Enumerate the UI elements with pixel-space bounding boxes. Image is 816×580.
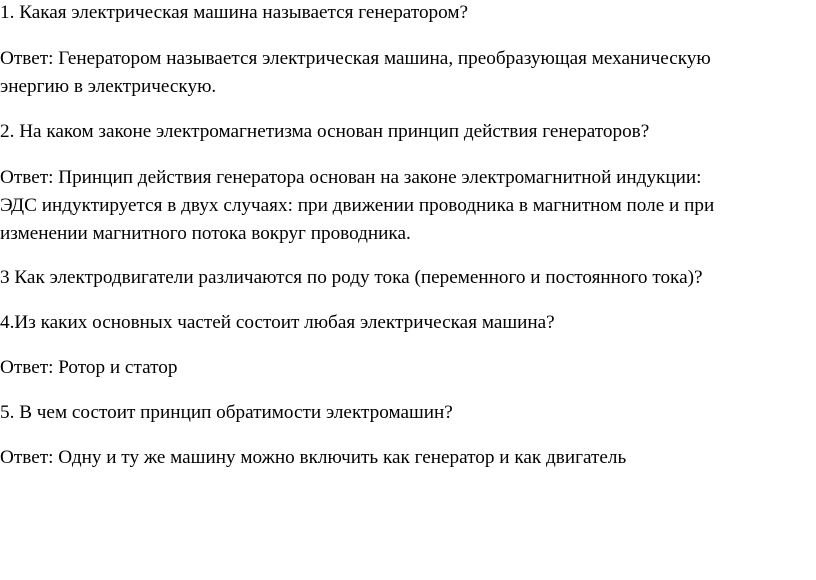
question-4: 4.Из каких основных частей состоит любая электрическая машина? (0, 312, 555, 333)
answer-2-line-1: Ответ: Принцип действия генератора основан на законе электромагнитной индукции: (0, 167, 702, 188)
answer-1-line-2: энергию в электрическую. (0, 76, 217, 97)
question-1: 1. Какая электрическая машина называется генератором? (0, 2, 469, 23)
question-2: 2. На каком законе электромагнетизма основан принцип действия генераторов? (0, 121, 650, 142)
answer-5: Ответ: Одну и ту же машину можно включить как генератор и как двигатель (0, 447, 627, 468)
question-3: 3 Как электродвигатели различаются по роду тока (переменного и постоянного тока)? (0, 267, 703, 288)
answer-2-line-3: изменении магнитного потока вокруг проводника. (0, 223, 411, 244)
answer-4: Ответ: Ротор и статор (0, 357, 178, 378)
answer-2-line-2: ЭДС индуктируется в двух случаях: при движении проводника в магнитном поле и при (0, 195, 715, 216)
question-5: 5. В чем состоит принцип обратимости электромашин? (0, 402, 453, 423)
answer-1-line-1: Ответ: Генератором называется электрическая машина, преобразующая механическую (0, 48, 711, 69)
